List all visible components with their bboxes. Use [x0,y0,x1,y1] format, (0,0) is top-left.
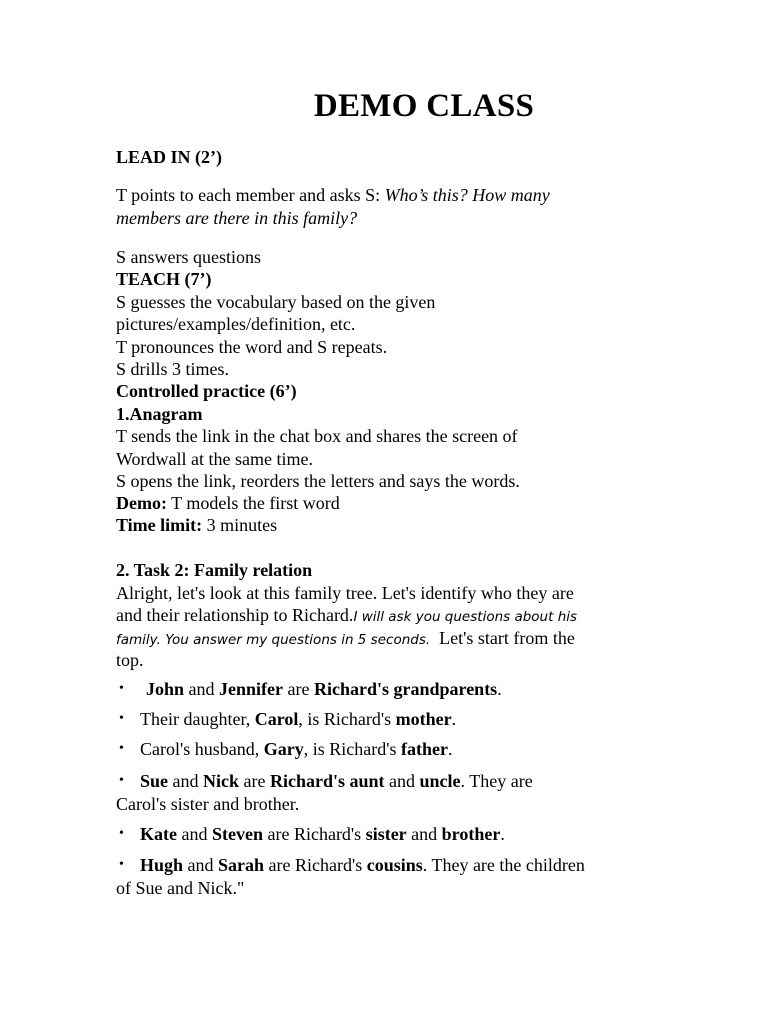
text: are Richard's [264,855,367,875]
text: , is Richard's [303,739,401,759]
lead-in-question-2: members are there in this family? [116,208,358,228]
name-carol: Carol [254,709,299,729]
bullet-icon: • [119,681,124,696]
relation-brother: brother [441,824,501,844]
relation-cousins: cousins [366,855,423,875]
text: . [500,824,505,844]
text: , is Richard's [298,709,396,729]
controlled-heading: Controlled practice (6’) [116,381,297,401]
bullet-icon: • [119,773,124,788]
task2-line-1: Alright, let's look at this family tree. Let's identify who they are [116,583,574,603]
teach-line-2: pictures/examples/definition, etc. [116,314,356,334]
time-limit-text: 3 minutes [202,515,278,535]
lead-in-line-1 [116,184,550,207]
lead-in-answers: S answers questions [116,247,261,267]
controlled-line-1: T sends the link in the chat box and shares the screen of [116,426,518,446]
name-nick: Nick [203,771,240,791]
relation-sister: sister [365,824,407,844]
name-kate: Kate [140,824,177,844]
name-gary: Gary [263,739,304,759]
text: and [406,824,442,844]
text: . They are [460,771,533,791]
relation-father: father [400,739,448,759]
text: and [176,824,212,844]
demo-text: T models the first word [166,493,340,513]
text: . [497,679,502,699]
text: and [384,771,420,791]
text: . [447,739,453,759]
text: Their daughter, [140,709,255,729]
demo-label: Demo: [116,493,167,513]
bullet-icon: • [119,741,124,756]
task2-line-3b: Let's start from the [430,628,575,648]
text: and [184,679,220,699]
lead-in-prefix: T points to each member and asks S: [116,185,385,205]
relation-grandparents: Richard's grandparents [314,679,498,699]
teach-line-4: S drills 3 times. [116,359,230,379]
task2-line-2b: I will ask you questions about his [353,609,578,625]
name-steven: Steven [211,824,263,844]
bullet-item-5 [116,823,505,846]
bullet-item-3 [116,738,452,761]
anagram-heading: 1.Anagram [116,404,203,424]
task2-line-2a: and their relationship to Richard. [116,605,354,625]
bullet-item-1 [116,678,502,701]
teach-heading: TEACH (7’) [116,269,212,289]
text: . [451,709,457,729]
bullet-item-6 [116,854,585,877]
name-sue: Sue [140,771,169,791]
page-title: DEMO CLASS [313,88,535,124]
controlled-line-2: Wordwall at the same time. [116,449,313,469]
relation-aunt: Richard's aunt [270,771,385,791]
text: and [168,771,204,791]
text: are Richard's [262,824,366,844]
bullet-item-4-line-2: Carol's sister and brother. [116,794,300,814]
lead-in-heading: LEAD IN (2’) [116,147,222,167]
lead-in-question-1: Who’s this? How many [384,185,550,205]
time-limit-line [116,514,277,537]
bullet-icon: • [119,857,124,872]
text: . They are the children [422,855,585,875]
teach-line-3: T pronounces the word and S repeats. [116,337,388,357]
demo-line [116,492,340,515]
name-hugh: Hugh [140,855,184,875]
name-jennifer: Jennifer [219,679,284,699]
bullet-icon: • [119,711,124,726]
controlled-line-3: S opens the link, reorders the letters and says the words. [116,471,520,491]
task2-line-3a: family. You answer my questions in 5 seconds. [116,632,431,648]
bullet-item-2 [116,708,456,731]
task2-heading: 2. Task 2: Family relation [116,560,313,580]
bullet-item-4 [116,770,533,793]
relation-mother: mother [395,709,452,729]
task2-line-2 [116,604,577,629]
bullet-item-6-line-2: of Sue and Nick." [116,878,245,898]
bullet-icon: • [119,826,124,841]
text: and [183,855,219,875]
relation-uncle: uncle [419,771,461,791]
name-john: John [146,679,185,699]
text: are [283,679,314,699]
teach-line-1: S guesses the vocabulary based on the given [116,292,436,312]
text: Carol's husband, [140,739,264,759]
name-sarah: Sarah [218,855,265,875]
text: are [239,771,270,791]
task2-line-4: top. [116,650,144,670]
time-limit-label: Time limit: [116,515,203,535]
task2-line-3 [116,627,575,652]
